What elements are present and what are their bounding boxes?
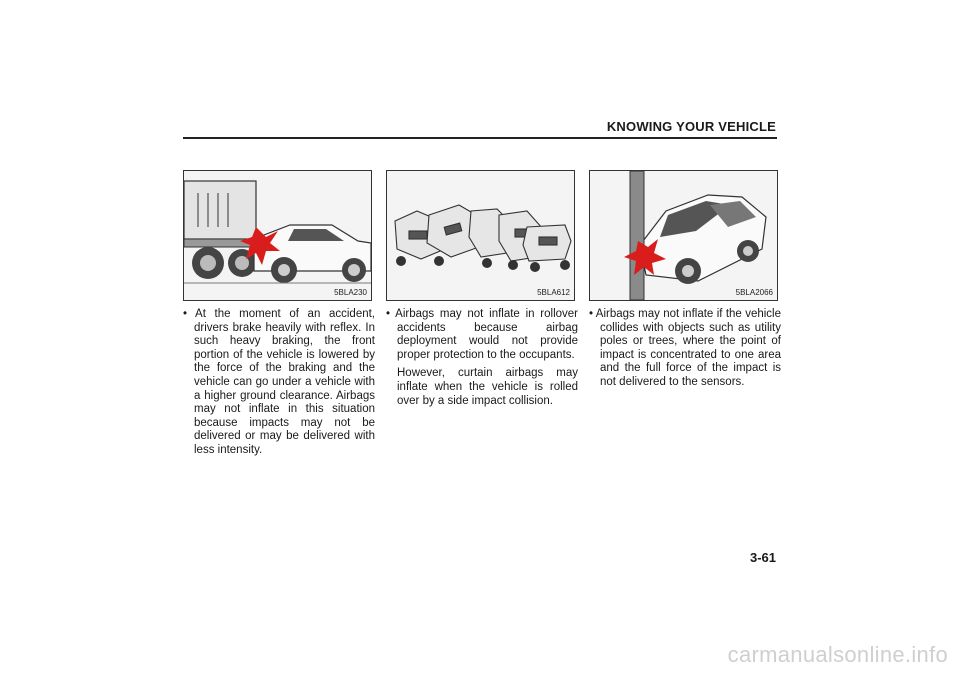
figure-rollover	[386, 170, 575, 301]
figure-code: 5BLA230	[334, 288, 367, 297]
figure-code: 5BLA612	[537, 288, 570, 297]
bullet-item: • At the moment of an accident, drivers brake heavily with reflex. In such heavy braking, the front portion of the vehicle is lowered by the force of the braking and the vehicle can go under a vehicle with a higher ground clearance. Airbags may not inflate in this situation because impacts may not be delivered or may be delivered with less intensity.	[183, 308, 375, 456]
section-title: KNOWING YOUR VEHICLE	[606, 119, 776, 134]
column-3	[589, 308, 781, 390]
bullet-item: • Airbags may not inflate in rollover accidents because airbag deployment would not provide proper protection to the occupants.	[386, 308, 578, 361]
bullet-text: Airbags may not inflate if the vehicle collides with objects such as utility poles or trees, where the point of impact is concentrated to one area and the full force of the impact is not delivered to the sensors.	[595, 308, 781, 388]
header-rule	[183, 137, 777, 139]
page-number: 3-61	[749, 550, 776, 565]
figure-car-under-truck	[183, 170, 372, 301]
bullet-text: Airbags may not inflate in rollover accidents because airbag deployment would not provide proper protection to the occupants.	[395, 308, 578, 361]
column-2	[386, 308, 578, 408]
figure-code: 5BLA2066	[735, 288, 773, 297]
bullet-item: • Airbags may not inflate if the vehicle collides with objects such as utility poles or trees, where the point of impact is concentrated to one area and the full force of the impact is not delivered to the sensors.	[589, 308, 781, 388]
bullet-text: At the moment of an accident, drivers brake heavily with reflex. In such heavy braking, the front portion of the vehicle is lowered by the force of the braking and the vehicle can go under a vehicle with a higher ground clearance. Airbags may not inflate in this situation because impacts may not be delivered or may be delivered with less intensity.	[194, 308, 375, 456]
figure-pole-impact	[589, 170, 778, 301]
watermark: carmanualsonline.info	[727, 642, 948, 667]
continuation-paragraph: However, curtain airbags may inflate when the vehicle is rolled over by a side impact collision.	[397, 367, 578, 407]
column-1	[183, 308, 375, 458]
